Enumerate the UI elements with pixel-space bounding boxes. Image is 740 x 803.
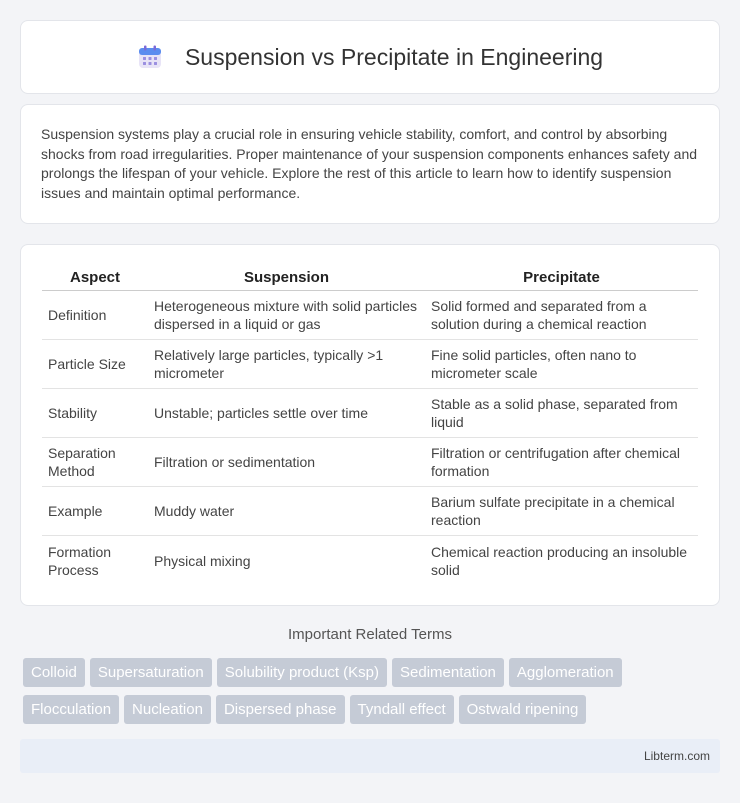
comparison-table-card [20, 244, 720, 606]
cell-aspect: Separation Method [42, 438, 148, 487]
term-tag[interactable]: Supersaturation [90, 658, 212, 687]
cell-suspension: Physical mixing [154, 552, 251, 569]
column-header-aspect: Aspect [42, 263, 148, 291]
term-tag[interactable]: Sedimentation [392, 658, 504, 687]
footer-site-link[interactable]: Libterm.com [643, 749, 710, 763]
table-row [42, 536, 698, 585]
cell-precipitate: Fine solid particles, often nano to micrometer scale [425, 340, 698, 389]
term-tag[interactable]: Tyndall effect [350, 695, 454, 724]
term-tag[interactable]: Dispersed phase [216, 695, 345, 724]
footer [20, 739, 720, 773]
calendar-icon [137, 44, 163, 70]
page-title: Suspension vs Precipitate in Engineering [184, 43, 604, 70]
term-tag[interactable]: Flocculation [23, 695, 119, 724]
cell-suspension: Relatively large particles, typically >1 micrometer [148, 340, 425, 389]
intro-card [20, 104, 720, 224]
cell-suspension: Heterogeneous mixture with solid particles dispersed in a liquid or gas [148, 291, 425, 340]
column-header-precipitate: Precipitate [425, 263, 698, 291]
term-tag[interactable]: Solubility product (Ksp) [217, 658, 387, 687]
term-tag[interactable]: Colloid [23, 658, 85, 687]
cell-precipitate: Chemical reaction producing an insoluble solid [431, 543, 688, 578]
cell-precipitate: Stable as a solid phase, separated from liquid [425, 389, 698, 438]
table-row [42, 438, 698, 487]
related-terms-list [23, 658, 723, 732]
term-tag[interactable]: Ostwald ripening [459, 695, 587, 724]
related-terms-title: Important Related Terms [288, 626, 452, 643]
term-tag[interactable]: Agglomeration [509, 658, 622, 687]
cell-suspension: Muddy water [148, 487, 425, 536]
table-row [42, 340, 698, 389]
table-header-row [42, 263, 698, 291]
term-tag[interactable]: Nucleation [124, 695, 211, 724]
cell-precipitate: Filtration or centrifugation after chemical formation [425, 438, 698, 487]
cell-suspension: Unstable; particles settle over time [148, 389, 425, 438]
cell-precipitate: Solid formed and separated from a solution during a chemical reaction [425, 291, 698, 340]
cell-aspect: Stability [42, 389, 148, 438]
intro-text: Suspension systems play a crucial role in ensuring vehicle stability, comfort, and control by absorbing shocks from road irregularities. Proper maintenance of your suspension components enhances safety and prolongs the lifespan of your vehicle. Explore the rest of this article to learn how to identify suspension issues and maintain optimal performance. [41, 126, 698, 201]
header-card [20, 20, 720, 94]
cell-aspect: Particle Size [42, 340, 148, 389]
cell-aspect: Definition [42, 291, 148, 340]
column-header-suspension: Suspension [148, 263, 425, 291]
cell-aspect: Formation Process [48, 543, 112, 578]
cell-suspension: Filtration or sedimentation [148, 438, 425, 487]
cell-aspect: Example [42, 487, 148, 536]
comparison-table [42, 263, 698, 585]
cell-precipitate: Barium sulfate precipitate in a chemical reaction [425, 487, 698, 536]
table-row [42, 487, 698, 536]
table-row [42, 389, 698, 438]
table-row [42, 291, 698, 340]
